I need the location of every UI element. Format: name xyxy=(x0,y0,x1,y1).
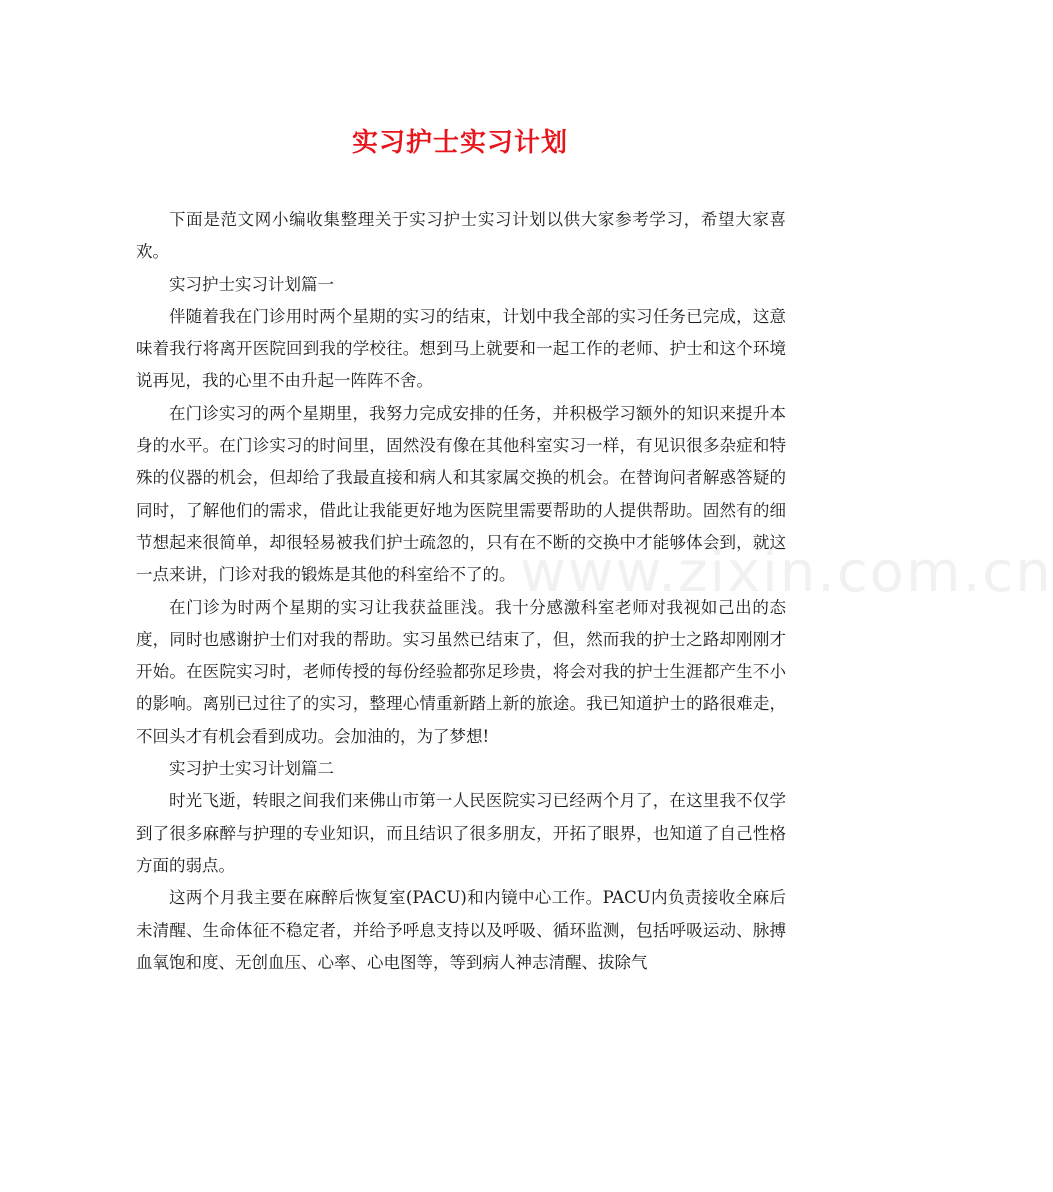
body-paragraph: 在门诊实习的两个星期里，我努力完成安排的任务，并积极学习额外的知识来提升本身的水平。在门诊实习的时间里，固然没有像在其他科室实习一样，有见识很多杂症和特殊的仪器的机会，但却给了我最直接和病人和其家属交换的机会。在替询问者解惑答疑的同时，了解他们的需求，借此让我能更好地为医院里需要帮助的人提供帮助。固然有的细节想起来很简单，却很轻易被我们护士疏忽的，只有在不断的交换中才能够体会到，就这一点来讲，门诊对我的锻炼是其他的科室给不了的。 xyxy=(136,403,786,585)
watermark: www.zixin.com.cn xyxy=(520,540,1053,605)
document-body xyxy=(136,204,786,979)
document-title: 实习护士实习计划 xyxy=(351,128,568,158)
section-heading-1: 实习护士实习计划篇一 xyxy=(169,274,334,294)
body-paragraph: 时光飞逝，转眼之间我们来佛山市第一人民医院实习已经两个月了，在这里我不仅学到了很多麻醉与护理的专业知识，而且结识了很多朋友，开拓了眼界，也知道了自己性格方面的弱点。 xyxy=(136,791,786,875)
body-paragraph: 在门诊为时两个星期的实习让我获益匪浅。我十分感激科室老师对我视如己出的态度，同时也感谢护士们对我的帮助。实习虽然已结束了，但，然而我的护士之路却刚刚才开始。在医院实习时，老师传授的每份经验都弥足珍贵，将会对我的护士生涯都产生不小的影响。离别已过往了的实习，整理心情重新踏上新的旅途。我已知道护士的路很难走，不回头才有机会看到成功。会加油的，为了梦想! xyxy=(136,597,786,746)
body-paragraph: 这两个月我主要在麻醉后恢复室(PACU)和内镜中心工作。PACU内负责接收全麻后未清醒、生命体征不稳定者，并给予呼息支持以及呼吸、循环监测，包括呼吸运动、脉搏血氧饱和度、无创血压、心率、心电图等，等到病人神志清醒、拔除气 xyxy=(136,888,786,972)
intro-paragraph: 下面是范文网小编收集整理关于实习护士实习计划以供大家参考学习，希望大家喜欢。 xyxy=(136,210,786,262)
section-heading-2: 实习护士实习计划篇二 xyxy=(169,759,334,779)
body-paragraph: 伴随着我在门诊用时两个星期的实习的结束，计划中我全部的实习任务已完成，这意味着我行将离开医院回到我的学校往。想到马上就要和一起工作的老师、护士和这个环境说再见，我的心里不由升起一阵阵不舍。 xyxy=(136,306,786,391)
